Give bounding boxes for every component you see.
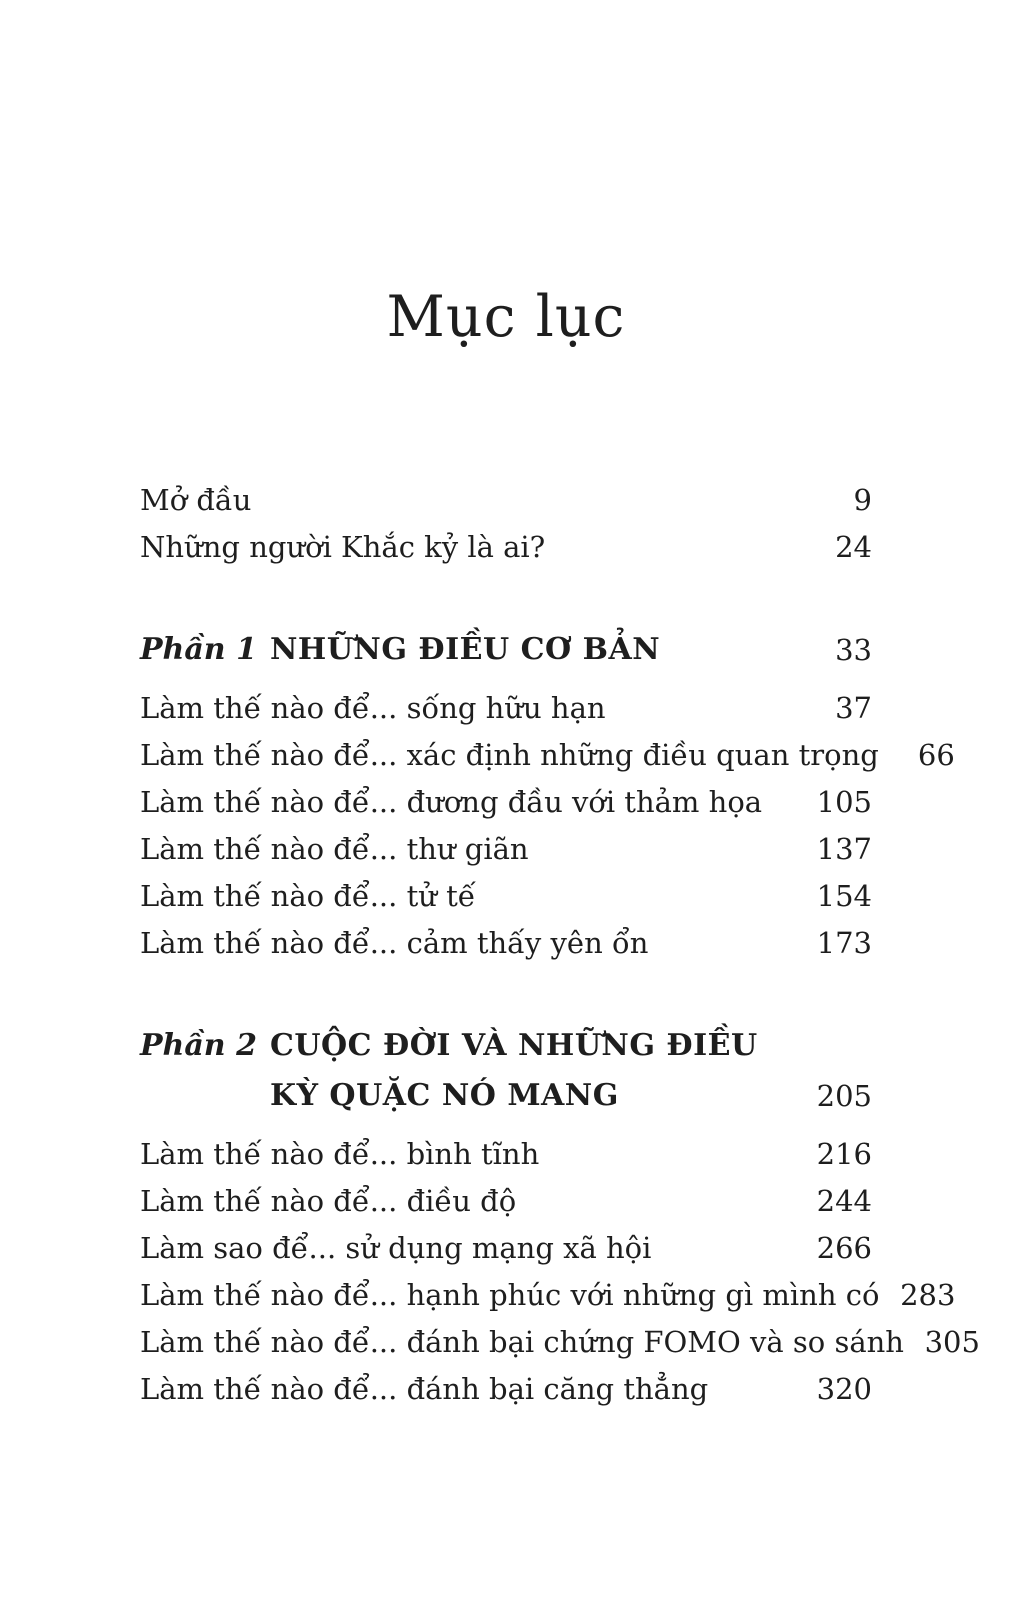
toc-entry	[140, 873, 872, 920]
part-title	[270, 1021, 810, 1121]
toc-entry-page-number: 266	[816, 1231, 872, 1266]
part-title-line1: CUỘC ĐỜI VÀ NHỮNG ĐIỀU	[270, 1028, 758, 1064]
toc-entry-page-number: 320	[816, 1372, 872, 1407]
toc-entry-page-number: 283	[900, 1278, 956, 1313]
toc-entry-label: Làm thế nào để... đương đầu với thảm họa	[140, 785, 763, 820]
toc-entry-label: Làm thế nào để... sống hữu hạn	[140, 691, 606, 726]
toc-entry-label: Làm thế nào để... đánh bại chứng FOMO và so sánh	[140, 1325, 904, 1360]
part-page-number: 205	[816, 1079, 872, 1114]
toc-entry-label: Làm thế nào để... bình tĩnh	[140, 1137, 540, 1172]
toc-entry-page-number: 24	[835, 530, 872, 565]
toc-entry-label: Làm thế nào để... điều độ	[140, 1184, 517, 1219]
part-heading	[140, 1021, 872, 1121]
toc-entry-page-number: 66	[917, 738, 955, 773]
part-1-entries	[140, 685, 955, 967]
toc-entry-page-number: 216	[816, 1137, 872, 1172]
toc-entry-label: Làm thế nào để... thư giãn	[140, 832, 529, 867]
toc-entry-page-number: 137	[816, 832, 872, 867]
toc-entry-label: Làm thế nào để... xác định những điều quan trọng	[140, 738, 879, 773]
toc-entry-label: Làm sao để... sử dụng mạng xã hội	[140, 1231, 652, 1266]
page-title: Mục lục	[386, 284, 626, 350]
toc-entry	[140, 524, 872, 571]
toc-entry	[140, 732, 955, 779]
toc-entry	[140, 1178, 872, 1225]
part-title	[270, 625, 810, 675]
toc-entry	[140, 826, 872, 873]
toc-entry	[140, 1366, 872, 1413]
toc-entry-label: Những người Khắc kỷ là ai?	[140, 530, 546, 565]
toc-entry-label: Làm thế nào để... cảm thấy yên ổn	[140, 926, 649, 961]
toc-entry	[140, 1272, 956, 1319]
toc-entry-page-number: 244	[816, 1184, 872, 1219]
toc-entry	[140, 1225, 872, 1272]
toc-entry	[140, 1131, 872, 1178]
part-label: Phần 1	[140, 632, 257, 668]
toc-entry-label: Làm thế nào để... tử tế	[140, 879, 476, 914]
toc-entry-label: Làm thế nào để... hạnh phúc với những gì mình có	[140, 1278, 880, 1313]
toc-entry	[140, 477, 872, 524]
toc-entry-page-number: 154	[816, 879, 872, 914]
toc-entry-page-number: 173	[816, 926, 872, 961]
toc-entry-page-number: 9	[853, 483, 872, 518]
part-label: Phần 2	[140, 1028, 257, 1064]
front-matter-block	[140, 477, 872, 571]
toc-entry-label: Mở đầu	[140, 483, 252, 518]
part-title-line1: NHỮNG ĐIỀU CƠ BẢN	[270, 632, 661, 668]
toc-entry	[140, 1319, 980, 1366]
toc-entry	[140, 779, 872, 826]
part-heading	[140, 625, 872, 675]
toc-entry-page-number: 37	[835, 691, 872, 726]
toc-entry	[140, 920, 872, 967]
part-2-entries	[140, 1131, 980, 1413]
part-title-line2: KỲ QUẶC NÓ MANG	[270, 1078, 619, 1114]
toc-entry-label: Làm thế nào để... đánh bại căng thẳng	[140, 1372, 709, 1407]
toc-entry-page-number: 105	[816, 785, 872, 820]
toc-entry	[140, 685, 872, 732]
part-page-number: 33	[835, 633, 872, 668]
toc-entry-page-number: 305	[924, 1325, 980, 1360]
